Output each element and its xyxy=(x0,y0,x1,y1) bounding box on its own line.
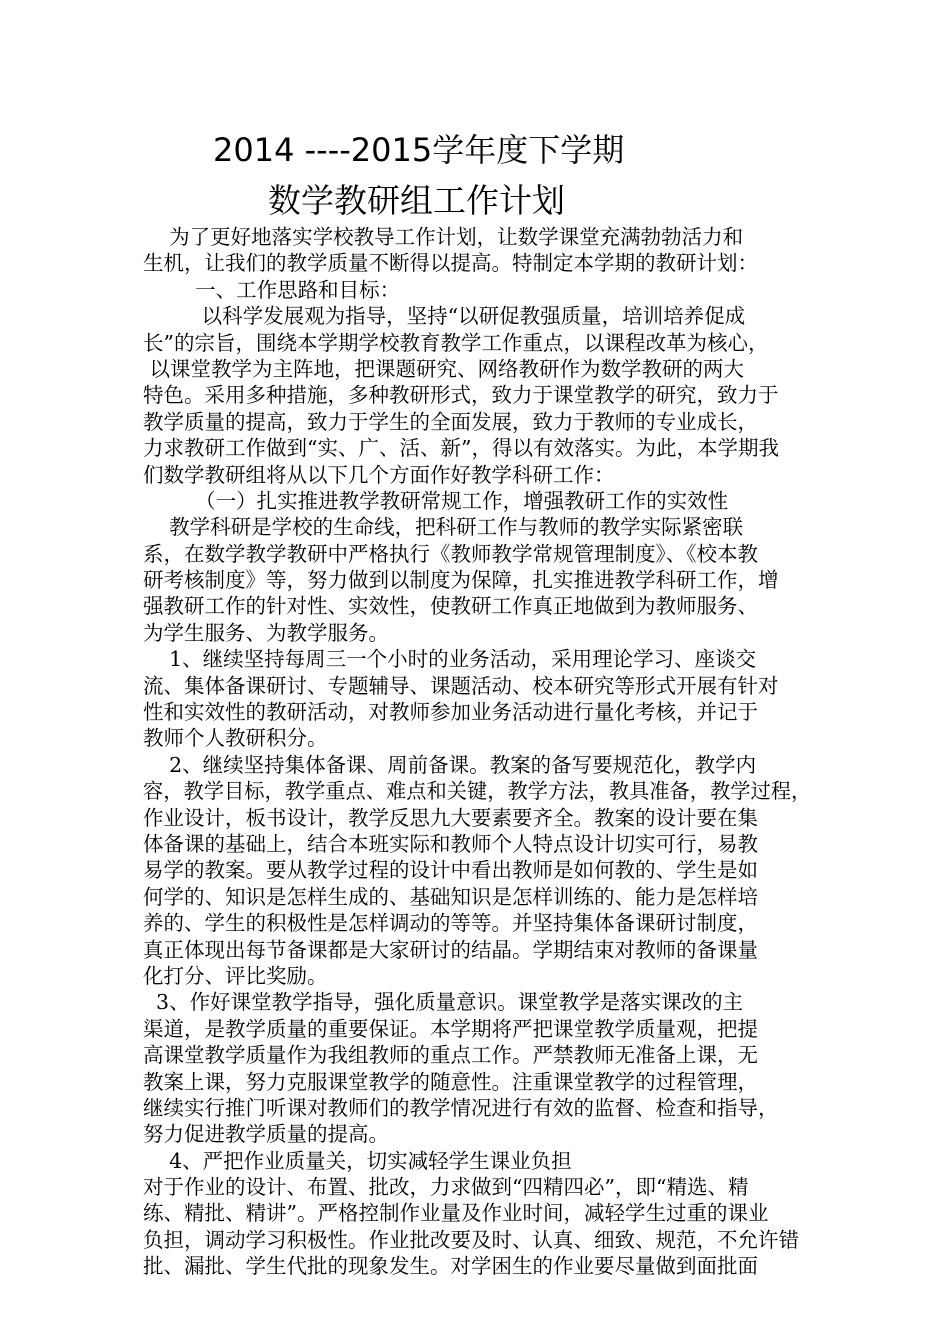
title-line-1: 2014 ----2015学年度下学期 xyxy=(213,131,625,169)
text-line: 为了更好地落实学校教导工作计划，让数学课堂充满勃勃活力和 xyxy=(143,225,744,249)
text-line: 渠道，是教学质量的重要保证。本学期将严把课堂教学质量观，把提 xyxy=(143,1016,758,1041)
text-line: 系，在数学教学教研中严格执行《教师教学常规管理制度》、《校本教 xyxy=(143,541,758,566)
text-line: 力求教研工作做到“实、广、活、新”，得以有效落实。为此，本学期我 xyxy=(143,436,779,461)
text-line: 流、集体备课研讨、专题辅导、课题活动、校本研究等形式开展有针对 xyxy=(143,673,779,698)
text-line: 3、作好课堂教学指导，强化质量意识。课堂教学是落实课改的主 xyxy=(143,990,744,1015)
text-line: 生机，让我们的教学质量不断得以提高。特制定本学期的教研计划： xyxy=(143,251,758,276)
text-line: 为学生服务、为教学服务。 xyxy=(143,620,389,645)
text-line: 们数学教研组将从以下几个方面作好教学科研工作： xyxy=(143,462,615,487)
text-line: 化打分、评比奖励。 xyxy=(143,963,328,988)
text-line: 性和实效性的教研活动，对教师参加业务活动进行量化考核，并记于 xyxy=(143,700,758,725)
body-text xyxy=(143,224,813,1280)
text-line: 教案上课，努力克服课堂教学的随意性。注重课堂教学的过程管理， xyxy=(143,1069,758,1094)
text-line: 教师个人教研积分。 xyxy=(143,726,328,751)
text-line: 以课堂教学为主阵地，把课题研究、网络教研作为数学教研的两大 xyxy=(143,356,745,381)
text-line: 特色。采用多种措施，多种教研形式，致力于课堂教学的研究，致力于 xyxy=(143,383,779,408)
text-line: 真正体现出每节备课都是大家研讨的结晶。学期结束对教师的备课量 xyxy=(143,937,758,962)
text-line: 何学的、知识是怎样生成的、基础知识是怎样训练的、能力是怎样培 xyxy=(143,884,758,909)
text-line: 2、继续坚持集体备课、周前备课。教案的备写要规范化，教学内 xyxy=(143,752,757,777)
text-line: 教学质量的提高，致力于学生的全面发展，致力于教师的专业成长， xyxy=(143,409,758,434)
title-line-2: 数学教研组工作计划 xyxy=(268,181,565,220)
text-line: 对于作业的设计、布置、批改，力求做到“四精四必”，即“精选、精 xyxy=(143,1175,749,1200)
text-line: 养的、学生的积极性是怎样调动的等等。并坚持集体备课研讨制度， xyxy=(143,911,758,936)
text-line: 负担，调动学习积极性。作业批改要及时、认真、细致、规范，不允许错 xyxy=(143,1227,799,1252)
text-line: （一）扎实推进教学教研常规工作，增强教研工作的实效性 xyxy=(143,488,729,513)
text-line: 一、工作思路和目标： xyxy=(143,277,401,302)
text-line: 1、继续坚持每周三一个小时的业务活动，采用理论学习、座谈交 xyxy=(143,647,757,672)
text-line: 继续实行推门听课对教师们的教学情况进行有效的监督、检查和指导， xyxy=(143,1095,779,1120)
text-line: 教学科研是学校的生命线，把科研工作与教师的教学实际紧密联 xyxy=(143,515,744,540)
text-line: 以科学发展观为指导，坚持“以研促教强质量，培训培养促成 xyxy=(143,304,746,329)
text-line: 容，教学目标，教学重点、难点和关键，教学方法，教具准备，教学过程， xyxy=(143,779,812,804)
text-line: 强教研工作的针对性、实效性，使教研工作真正地做到为教师服务、 xyxy=(143,594,758,619)
text-line: 4、严把作业质量关，切实减轻学生课业负担 xyxy=(143,1148,572,1173)
text-line: 作业设计，板书设计，教学反思九大要素要齐全。教案的设计要在集 xyxy=(143,805,758,830)
text-line: 易学的教案。要从教学过程的设计中看出教师是如何教的、学生是如 xyxy=(143,858,758,883)
text-line: 高课堂教学质量作为我组教师的重点工作。严禁教师无准备上课，无 xyxy=(143,1043,758,1068)
text-line: 批、漏批、学生代批的现象发生。对学困生的作业要尽量做到面批面 xyxy=(143,1254,758,1279)
text-line: 体备课的基础上，结合本班实际和教师个人特点设计切实可行，易教 xyxy=(143,831,758,856)
text-line: 努力促进教学质量的提高。 xyxy=(143,1122,389,1147)
text-line: 练、精批、精讲”。严格控制作业量及作业时间，减轻学生过重的课业 xyxy=(143,1201,769,1226)
text-line: 研考核制度》等，努力做到以制度为保障，扎实推进教学科研工作，增 xyxy=(143,568,779,593)
text-line: 长”的宗旨，围绕本学期学校教育教学工作重点，以课程改革为核心， xyxy=(143,330,769,355)
